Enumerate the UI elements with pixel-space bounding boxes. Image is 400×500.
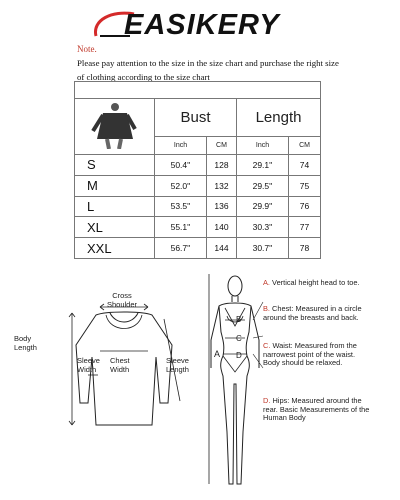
legend-letter-b: B. (263, 304, 270, 313)
garment-diagram (30, 285, 200, 485)
cross-shoulder-label (107, 291, 137, 309)
cross-shoulder-label-line2: Shoulder (107, 300, 138, 309)
bust-inch-value: 55.1'' (155, 217, 207, 238)
size-label: XXL (75, 238, 155, 259)
size-label: S (75, 155, 155, 176)
length-cm-header: CM (289, 137, 321, 155)
body-letter-b: B (236, 315, 242, 324)
bust-inch-value: 56.7'' (155, 238, 207, 259)
legend-letter-d: D. (263, 396, 271, 405)
length-inch-value: 30.7'' (237, 238, 289, 259)
sleeve-width-label-line1: Sleeve (77, 356, 100, 365)
bust-cm-value: 136 (207, 196, 237, 217)
length-cm-value: 78 (289, 238, 321, 259)
bust-inch-value: 53.5'' (155, 196, 207, 217)
table-row (75, 217, 321, 238)
bust-cm-header: CM (207, 137, 237, 155)
legend-text-a: Vertical height head to toe. (272, 278, 360, 287)
size-label: M (75, 175, 155, 196)
model-photo-icon (85, 99, 145, 149)
sleeve-length-label (166, 356, 189, 374)
note-text: Please pay attention to the size in the size chart and purchase the right size of clothing according to the size chart (77, 58, 339, 82)
brand-logo (90, 6, 320, 42)
legend-text-c: Waist: Measured from the narrowest point of the waist. Body should be relaxed. (263, 341, 357, 368)
legend-text-d: Hips: Measured around the rear. Basic Measurements of the Human Body (263, 396, 370, 423)
legend-item-d (263, 397, 373, 423)
length-cm-value: 76 (289, 196, 321, 217)
body-letter-a: A (214, 349, 221, 359)
chest-width-label-line1: Chest (110, 356, 130, 365)
body-length-label (14, 334, 37, 352)
brand-logo-text: EASIKERY (124, 9, 280, 41)
bust-cm-value: 140 (207, 217, 237, 238)
bust-inch-value: 50.4'' (155, 155, 207, 176)
legend-item-a (263, 279, 363, 288)
length-header: Length (237, 99, 321, 137)
legend-item-c (263, 342, 361, 368)
chest-width-label (110, 356, 130, 374)
table-row (75, 196, 321, 217)
table-row (75, 175, 321, 196)
length-inch-value: 29.1'' (237, 155, 289, 176)
sleeve-length-label-line1: Sleeve (166, 356, 189, 365)
table-top-spacer (75, 82, 321, 99)
brand-logo-swoosh-icon (90, 6, 320, 42)
cross-shoulder-label-line1: Cross (112, 291, 132, 300)
length-inch-value: 30.3'' (237, 217, 289, 238)
length-cm-value: 77 (289, 217, 321, 238)
body-length-label-line2: Length (14, 343, 37, 352)
length-cm-value: 75 (289, 175, 321, 196)
bust-cm-value: 144 (207, 238, 237, 259)
body-length-label-line1: Body (14, 334, 32, 343)
body-letter-d: D (236, 351, 242, 360)
sleeve-width-label (77, 356, 100, 374)
sleeve-width-label-line2: Width (77, 365, 97, 374)
bust-header: Bust (155, 99, 237, 137)
table-row (75, 238, 321, 259)
size-label: XL (75, 217, 155, 238)
product-photo (75, 99, 155, 155)
bust-cm-value: 132 (207, 175, 237, 196)
legend-letter-a: A. (263, 278, 270, 287)
sleeve-length-label-line2: Length (166, 365, 189, 374)
length-cm-value: 74 (289, 155, 321, 176)
size-chart-table (74, 81, 321, 259)
chest-width-label-line2: Width (110, 365, 130, 374)
bust-cm-value: 128 (207, 155, 237, 176)
table-row (75, 155, 321, 176)
legend-text-b: Chest: Measured in a circle around the breasts and back. (263, 304, 362, 322)
bust-inch-value: 52.0'' (155, 175, 207, 196)
legend-letter-c: C. (263, 341, 271, 350)
length-inch-value: 29.9'' (237, 196, 289, 217)
note-title: Note. (77, 44, 97, 54)
bust-inch-header: Inch (155, 137, 207, 155)
length-inch-value: 29.5'' (237, 175, 289, 196)
length-inch-header: Inch (237, 137, 289, 155)
body-figure-diagram (205, 272, 265, 494)
body-letter-c: C (236, 334, 242, 343)
size-label: L (75, 196, 155, 217)
legend-item-b (263, 305, 363, 322)
